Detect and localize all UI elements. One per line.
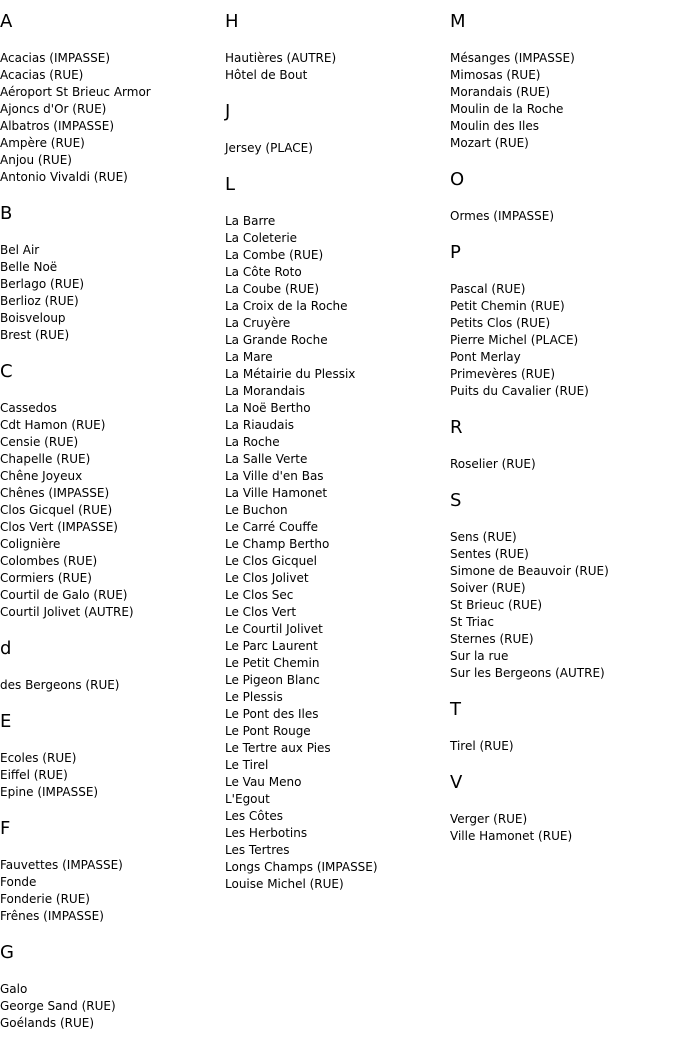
street-link[interactable]: Le Courtil Jolivet [225,622,323,636]
street-link[interactable]: Hôtel de Bout [225,68,308,82]
street-link[interactable]: Petit Chemin (RUE) [450,299,565,313]
street-link[interactable]: Brest (RUE) [0,328,70,342]
street-link[interactable]: Puits du Cavalier (RUE) [450,384,589,398]
street-list [0,677,225,694]
street-link[interactable]: des Bergeons (RUE) [0,678,120,692]
street-link[interactable]: Cassedos [0,401,57,415]
street-link[interactable]: Soiver (RUE) [450,581,526,595]
street-link[interactable]: Le Champ Bertho [225,537,330,551]
letter-section [450,490,675,682]
street-link[interactable]: Sentes (RUE) [450,547,529,561]
street-link[interactable]: Sur la rue [450,649,509,663]
letter-section [450,699,675,755]
street-link[interactable]: Cormiers (RUE) [0,571,92,585]
letter-section [225,11,450,84]
street-link[interactable]: Boisveloup [0,311,66,325]
street-link[interactable]: Le Pigeon Blanc [225,673,320,687]
street-list [450,529,675,682]
street-link[interactable]: Ecoles (RUE) [0,751,77,765]
street-link[interactable]: Acacias (IMPASSE) [0,51,111,65]
letter-section [450,169,675,225]
street-link[interactable]: Clos Gicquel (RUE) [0,503,113,517]
street-link[interactable]: Sur les Bergeons (AUTRE) [450,666,605,680]
street-link[interactable]: Pont Merlay [450,350,521,364]
street-link[interactable]: Censie (RUE) [0,435,79,449]
street-link[interactable]: Le Buchon [225,503,288,517]
street-link[interactable]: La Riaudais [225,418,295,432]
street-list [450,738,675,755]
street-link[interactable]: Belle Noë [0,260,58,274]
street-list [0,857,225,925]
street-link[interactable]: Albatros (IMPASSE) [0,119,115,133]
letter-section [0,942,225,1032]
street-link[interactable]: Epine (IMPASSE) [0,785,99,799]
street-link[interactable]: Le Pont des Iles [225,707,319,721]
letter-section [450,242,675,400]
section-letter-heading: E [0,711,12,732]
street-link[interactable]: Le Tirel [225,758,269,772]
street-link[interactable]: Mimosas (RUE) [450,68,541,82]
street-link[interactable]: La Ville d'en Bas [225,469,324,483]
street-link[interactable]: Longs Champs (IMPASSE) [225,860,378,874]
letter-section [225,101,450,157]
street-link[interactable]: Aéroport St Brieuc Armor [0,85,151,99]
street-link[interactable]: Simone de Beauvoir (RUE) [450,564,609,578]
street-link[interactable]: Le Clos Gicquel [225,554,317,568]
street-link[interactable]: La Côte Roto [225,265,302,279]
street-link[interactable]: La Roche [225,435,280,449]
street-link[interactable]: Ormes (IMPASSE) [450,209,555,223]
index-column [0,0,225,1049]
street-link[interactable]: Fonderie (RUE) [0,892,90,906]
street-link[interactable]: La Barre [225,214,276,228]
street-link[interactable]: Les Tertres [225,843,290,857]
street-link[interactable]: Sens (RUE) [450,530,517,544]
street-link[interactable]: Le Plessis [225,690,283,704]
street-link[interactable]: Hautières (AUTRE) [225,51,337,65]
street-link[interactable]: Galo [0,982,28,996]
street-link[interactable]: La Salle Verte [225,452,308,466]
street-link[interactable]: Anjou (RUE) [0,153,72,167]
section-letter-heading: C [0,361,13,382]
letter-section [0,818,225,925]
section-letter-heading: J [225,101,231,122]
street-list [450,50,675,152]
street-list [450,456,675,473]
section-letter-heading: L [225,174,236,195]
street-link[interactable]: Clos Vert (IMPASSE) [0,520,118,534]
street-link[interactable]: La Ville Hamonet [225,486,328,500]
street-link[interactable]: Primevères (RUE) [450,367,556,381]
street-link[interactable]: Morandais (RUE) [450,85,551,99]
section-letter-heading: O [450,169,465,190]
street-list [0,981,225,1032]
street-list [225,140,450,157]
street-link[interactable]: George Sand (RUE) [0,999,116,1013]
street-link[interactable]: La Noë Bertho [225,401,311,415]
street-link[interactable]: Colombes (RUE) [0,554,98,568]
street-list [0,50,225,186]
street-link[interactable]: Petits Clos (RUE) [450,316,551,330]
letter-section [0,361,225,621]
street-link[interactable]: Chênes (IMPASSE) [0,486,110,500]
street-list [450,811,675,845]
street-link[interactable]: Le Petit Chemin [225,656,320,670]
street-link[interactable]: Pierre Michel (PLACE) [450,333,579,347]
index-column [225,0,450,910]
street-link[interactable]: La Croix de la Roche [225,299,348,313]
street-link[interactable]: Eiffel (RUE) [0,768,68,782]
section-letter-heading: S [450,490,462,511]
street-link[interactable]: Bel Air [0,243,40,257]
street-link[interactable]: La Coube (RUE) [225,282,320,296]
street-link[interactable]: Ajoncs d'Or (RUE) [0,102,107,116]
street-link[interactable]: Chapelle (RUE) [0,452,91,466]
street-link[interactable]: La Morandais [225,384,305,398]
street-list [0,750,225,801]
street-link[interactable]: Mozart (RUE) [450,136,529,150]
street-link[interactable]: Roselier (RUE) [450,457,536,471]
street-list [225,213,450,893]
street-link[interactable]: Les Côtes [225,809,283,823]
section-letter-heading: A [0,11,13,32]
street-list [450,281,675,400]
index-column [450,0,675,862]
section-letter-heading: d [0,638,12,659]
street-list [450,208,675,225]
street-link[interactable]: Tirel (RUE) [450,739,514,753]
street-link[interactable]: Antonio Vivaldi (RUE) [0,170,128,184]
street-link[interactable]: Cdt Hamon (RUE) [0,418,106,432]
section-letter-heading: F [0,818,11,839]
street-link[interactable]: Courtil Jolivet (AUTRE) [0,605,134,619]
street-link[interactable]: Le Vau Meno [225,775,302,789]
street-list [225,50,450,84]
street-link[interactable]: Moulin des Iles [450,119,539,133]
street-link[interactable]: L'Egout [225,792,270,806]
street-link[interactable]: Fonde [0,875,37,889]
street-link[interactable]: La Métairie du Plessix [225,367,356,381]
letter-section [0,11,225,186]
letter-section [450,417,675,473]
street-link[interactable]: Le Clos Vert [225,605,297,619]
street-link[interactable]: Chêne Joyeux [0,469,83,483]
street-link[interactable]: Le Tertre aux Pies [225,741,331,755]
street-link[interactable]: Jersey (PLACE) [225,141,313,155]
street-link[interactable]: Le Clos Sec [225,588,294,602]
section-letter-heading: M [450,11,466,32]
street-link[interactable]: Le Pont Rouge [225,724,311,738]
street-link[interactable]: Berlioz (RUE) [0,294,79,308]
letter-section [225,174,450,893]
street-list [0,242,225,344]
street-link[interactable]: Moulin de la Roche [450,102,564,116]
street-link[interactable]: La Grande Roche [225,333,328,347]
street-link[interactable]: Le Parc Laurent [225,639,318,653]
letter-section [450,772,675,845]
street-link[interactable]: Pascal (RUE) [450,282,526,296]
street-link[interactable]: Acacias (RUE) [0,68,84,82]
street-link[interactable]: St Brieuc (RUE) [450,598,543,612]
street-link[interactable]: La Mare [225,350,273,364]
street-link[interactable]: La Coleterie [225,231,298,245]
street-link[interactable]: Courtil de Galo (RUE) [0,588,128,602]
section-letter-heading: R [450,417,463,438]
street-link[interactable]: Goélands (RUE) [0,1016,95,1030]
street-link[interactable]: Louise Michel (RUE) [225,877,344,891]
section-letter-heading: T [450,699,461,720]
street-link[interactable]: Fauvettes (IMPASSE) [0,858,123,872]
street-link[interactable]: Le Carré Couffe [225,520,318,534]
street-link[interactable]: La Cruyère [225,316,291,330]
street-link[interactable]: Les Herbotins [225,826,308,840]
section-letter-heading: P [450,242,461,263]
street-link[interactable]: Frênes (IMPASSE) [0,909,104,923]
section-letter-heading: V [450,772,463,793]
street-link[interactable]: Sternes (RUE) [450,632,534,646]
street-link[interactable]: La Combe (RUE) [225,248,324,262]
letter-section [0,711,225,801]
street-link[interactable]: Le Clos Jolivet [225,571,309,585]
street-link[interactable]: Verger (RUE) [450,812,528,826]
street-link[interactable]: Mésanges (IMPASSE) [450,51,575,65]
street-link[interactable]: Berlago (RUE) [0,277,85,291]
section-letter-heading: B [0,203,13,224]
street-link[interactable]: Colignière [0,537,61,551]
section-letter-heading: H [225,11,239,32]
letter-section [0,203,225,344]
street-link[interactable]: Ville Hamonet (RUE) [450,829,573,843]
street-list [0,400,225,621]
street-link[interactable]: Ampère (RUE) [0,136,85,150]
street-link[interactable]: St Triac [450,615,494,629]
section-letter-heading: G [0,942,14,963]
letter-section [450,11,675,152]
letter-section [0,638,225,694]
